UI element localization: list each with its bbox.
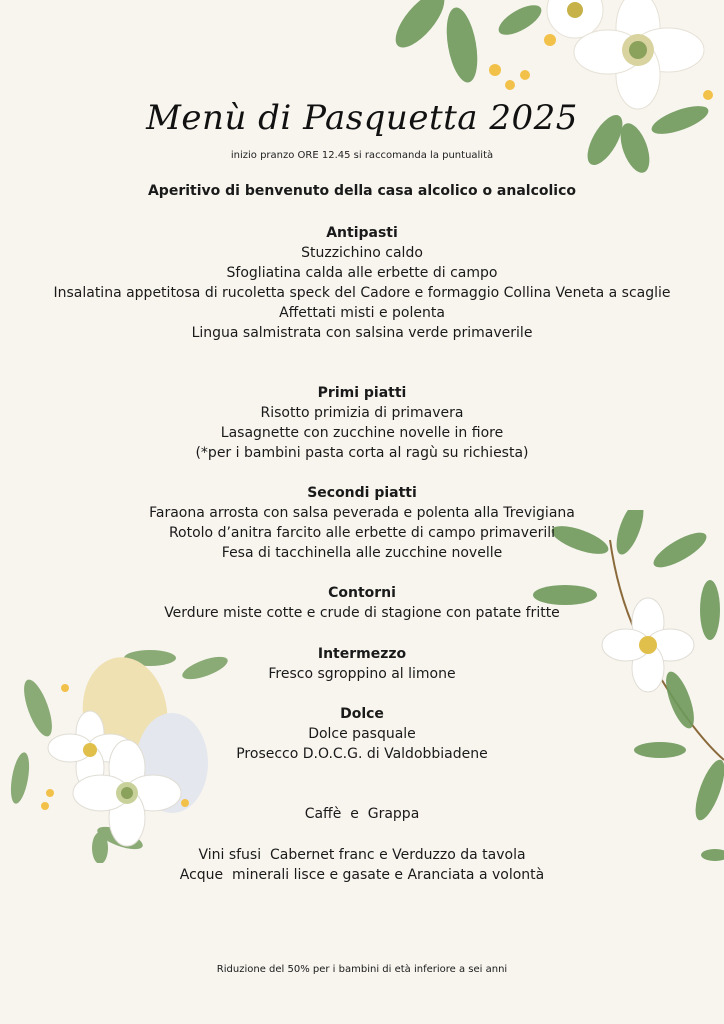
section-dolce bbox=[0, 704, 724, 764]
menu-item: Verdure miste cotte e crude di stagione con patate fritte bbox=[164, 605, 560, 621]
section-contorni bbox=[0, 583, 724, 623]
lunch-time-notice: inizio pranzo ORE 12.45 si raccomanda la puntualità bbox=[230, 150, 494, 161]
floral-top-right-decoration bbox=[390, 0, 724, 175]
menu-item: Insalatina appetitosa di rucoletta speck del Cadore e formaggio Collina Veneta a scaglie bbox=[53, 285, 671, 301]
section-title: Primi piatti bbox=[317, 385, 407, 401]
section-intermezzo bbox=[0, 644, 724, 684]
section-antipasti bbox=[0, 223, 724, 343]
menu-item: Fresco sgroppino al limone bbox=[268, 666, 456, 682]
menu-item: Stuzzichino caldo bbox=[301, 245, 423, 261]
menu-item: Affettati misti e polenta bbox=[279, 305, 445, 321]
menu-item: Dolce pasquale bbox=[308, 726, 416, 742]
welcome-aperitif: Aperitivo di benvenuto della casa alcolico o analcolico bbox=[147, 183, 577, 199]
menu-item: Prosecco D.O.C.G. di Valdobbiadene bbox=[236, 746, 488, 762]
child-discount-note: Riduzione del 50% per i bambini di età inferiore a sei anni bbox=[216, 964, 508, 975]
menu-item: Sfogliatina calda alle erbette di campo bbox=[226, 265, 498, 281]
section-title: Secondi piatti bbox=[307, 485, 417, 501]
drinks bbox=[0, 845, 724, 885]
section-primi bbox=[0, 383, 724, 463]
menu-item: Caffè e Grappa bbox=[304, 806, 420, 822]
section-secondi bbox=[0, 483, 724, 563]
menu-item: Lingua salmistrata con salsina verde primaverile bbox=[191, 325, 533, 341]
menu-title: Menù di Pasquetta 2025 bbox=[146, 98, 578, 138]
menu-item: Rotolo d’anitra farcito alle erbette di campo primaverili bbox=[168, 525, 556, 541]
menu-item: Faraona arrosta con salsa peverada e polenta alla Trevigiana bbox=[149, 505, 575, 521]
section-title: Intermezzo bbox=[317, 646, 407, 662]
section-title: Antipasti bbox=[326, 225, 398, 241]
water-item: Acque minerali lisce e gasate e Aranciata a volontà bbox=[179, 867, 545, 883]
section-title: Dolce bbox=[340, 706, 384, 722]
menu-item: Fesa di tacchinella alle zucchine novelle bbox=[221, 545, 503, 561]
menu-item: (*per i bambini pasta corta al ragù su richiesta) bbox=[195, 445, 529, 461]
menu-item: Risotto primizia di primavera bbox=[260, 405, 464, 421]
menu-item: Lasagnette con zucchine novelle in fiore bbox=[220, 425, 504, 441]
wine-item: Vini sfusi Cabernet franc e Verduzzo da tavola bbox=[198, 847, 526, 863]
section-title: Contorni bbox=[328, 585, 396, 601]
coffee-grappa bbox=[0, 804, 724, 824]
